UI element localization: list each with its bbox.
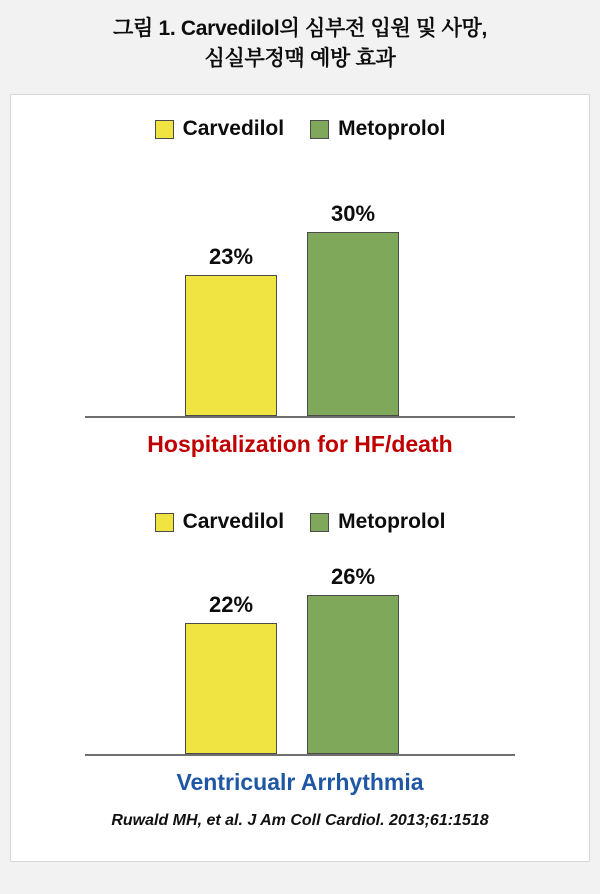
chart-hospitalization [11, 95, 589, 458]
x-axis-chart-2 [85, 754, 515, 756]
legend-chart-1 [11, 117, 589, 141]
legend-item-metoprolol-2 [310, 510, 445, 534]
legend-label-carvedilol: Carvedilol [182, 117, 285, 140]
bar-metoprolol-2 [307, 595, 399, 754]
chart-caption-1: Hospitalization for HF/death [147, 431, 453, 457]
bar-group-chart-2 [85, 554, 515, 754]
bar-wrap-carvedilol-1 [185, 244, 277, 416]
x-axis-chart-1 [85, 416, 515, 418]
plot-area-chart-1 [85, 163, 515, 418]
bar-metoprolol-1 [307, 232, 399, 416]
chart-ventricular-arrhythmia [11, 458, 589, 796]
legend-chart-2 [11, 510, 589, 534]
title-line-1: 그림 1. Carvedilol의 심부전 입원 및 사망, [112, 17, 488, 40]
bar-group-chart-1 [85, 161, 515, 416]
bar-wrap-carvedilol-2 [185, 592, 277, 754]
chart-caption-2: Ventricualr Arrhythmia [176, 769, 424, 795]
title-line-2: 심실부정맥 예방 효과 [204, 46, 396, 70]
bar-value-carvedilol-1: 23% [208, 244, 254, 269]
bar-wrap-metoprolol-1 [307, 201, 399, 416]
plot-area-chart-2 [85, 556, 515, 756]
bar-value-metoprolol-1: 30% [330, 201, 376, 226]
legend-label-metoprolol-2: Metoprolol [338, 510, 446, 533]
legend-swatch-carvedilol [155, 120, 174, 139]
figure-card [10, 94, 590, 862]
bar-carvedilol-2 [185, 623, 277, 754]
legend-swatch-metoprolol [310, 120, 329, 139]
legend-label-carvedilol-2: Carvedilol [182, 510, 285, 533]
bar-value-metoprolol-2: 26% [330, 564, 376, 589]
legend-swatch-metoprolol-2 [310, 513, 329, 532]
legend-item-metoprolol [310, 117, 445, 141]
bar-value-carvedilol-2: 22% [208, 592, 254, 617]
bar-carvedilol-1 [185, 275, 277, 416]
legend-swatch-carvedilol-2 [155, 513, 174, 532]
legend-item-carvedilol-2 [155, 510, 285, 534]
page-title [0, 0, 600, 84]
legend-item-carvedilol [155, 117, 285, 141]
legend-label-metoprolol: Metoprolol [338, 117, 446, 140]
bar-wrap-metoprolol-2 [307, 564, 399, 754]
source-citation: Ruwald MH, et al. J Am Coll Cardiol. 2013;61:1518 [111, 812, 489, 829]
